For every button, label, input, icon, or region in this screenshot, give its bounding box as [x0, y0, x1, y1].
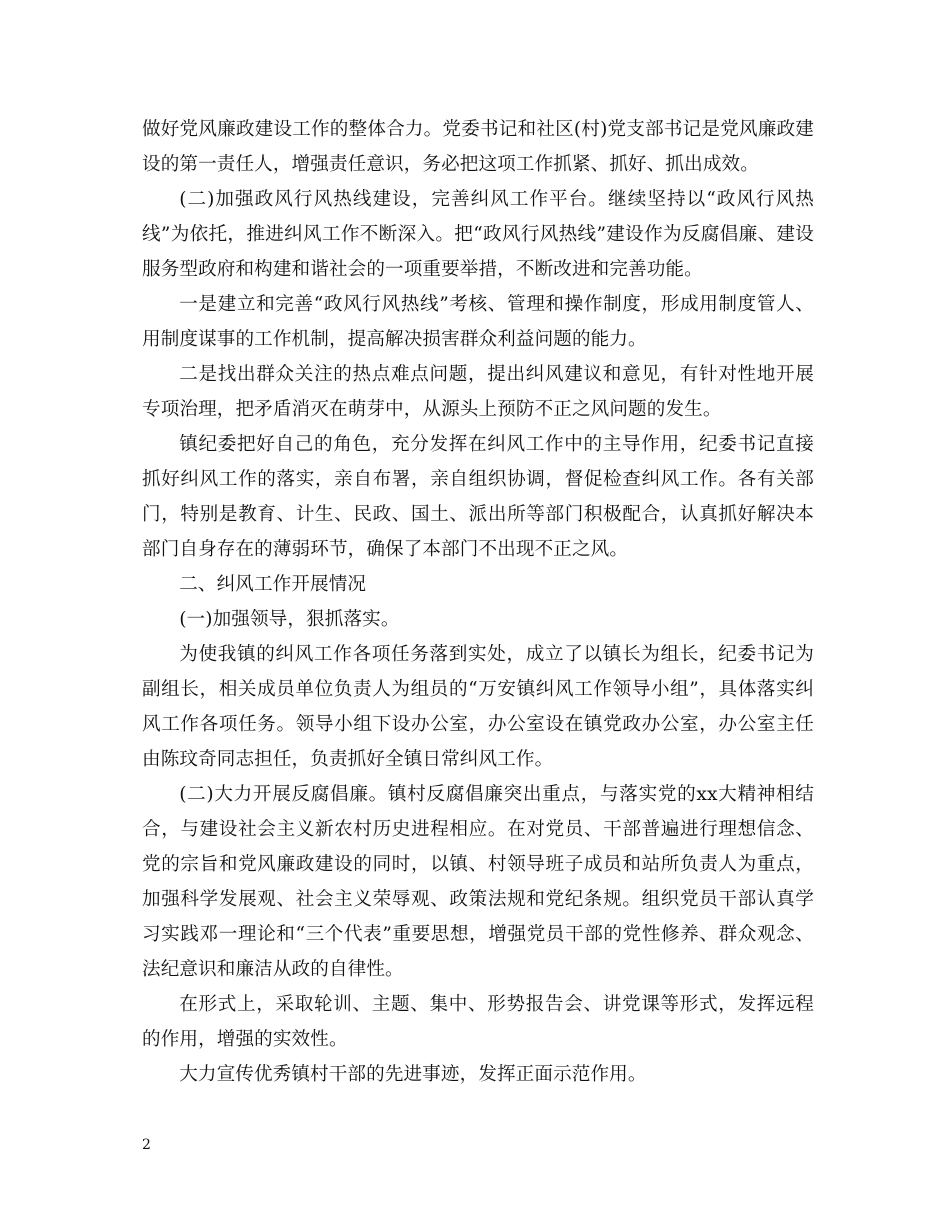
paragraph-9: (二)大力开展反腐倡廉。镇村反腐倡廉突出重点，与落实党的xx大精神相结合，与建设社会主义新农村历史进程相应。在对党员、干部普遍进行理想信念、党的宗旨和党风廉政建设的同时，以镇、村领导班子成员和站所负责人为重点，加强科学发展观、社会主义荣辱观、政策法规和党纪条规。组织党员干部认真学习实践邓一理论和“三个代表”重要思想，增强党员干部的党性修养、群众观念、法纪意识和廉洁从政的自律性。	[142, 784, 814, 980]
page-number: 2	[142, 1137, 151, 1153]
paragraph-11: 大力宣传优秀镇村干部的先进事迹，发挥正面示范作用。	[179, 1064, 647, 1085]
paragraph-10: 在形式上，采取轮训、主题、集中、形势报告会、讲党课等形式，发挥远程的作用，增强的实效性。	[142, 994, 814, 1050]
document-body	[142, 112, 814, 1092]
paragraph-3: 一是建立和完善“政风行风热线”考核、管理和操作制度，形成用制度管人、用制度谋事的工作机制，提高解决损害群众利益问题的能力。	[142, 294, 814, 350]
paragraph-5: 镇纪委把好自己的角色，充分发挥在纠风工作中的主导作用，纪委书记直接抓好纠风工作的落实，亲自布署，亲自组织协调，督促检查纠风工作。各有关部门，特别是教育、计生、民政、国土、派出所等部门积极配合，认真抓好解决本部门自身存在的薄弱环节，确保了本部门不出现不正之风。	[142, 434, 814, 560]
paragraph-4: 二是找出群众关注的热点难点问题，提出纠风建议和意见，有针对性地开展专项治理，把矛盾消灭在萌芽中，从源头上预防不正之风问题的发生。	[142, 364, 814, 420]
paragraph-1: 做好党风廉政建设工作的整体合力。党委书记和社区(村)党支部书记是党风廉政建设的第一责任人，增强责任意识，务必把这项工作抓紧、抓好、抓出成效。	[142, 119, 814, 175]
section-heading: 二、纠风工作开展情况	[179, 574, 367, 595]
subsection-heading: (一)加强领导，狠抓落实。	[179, 609, 400, 630]
paragraph-2: (二)加强政风行风热线建设，完善纠风工作平台。继续坚持以“政风行风热线”为依托，推进纠风工作不断深入。把“政风行风热线”建设作为反腐倡廉、建设服务型政府和构建和谐社会的一项重要举措，不断改进和完善功能。	[142, 189, 814, 280]
paragraph-8: 为使我镇的纠风工作各项任务落到实处，成立了以镇长为组长，纪委书记为副组长，相关成员单位负责人为组员的“万安镇纠风工作领导小组”，具体落实纠风工作各项任务。领导小组下设办公室，办公室设在镇党政办公室，办公室主任由陈玟奇同志担任，负责抓好全镇日常纠风工作。	[142, 644, 814, 770]
